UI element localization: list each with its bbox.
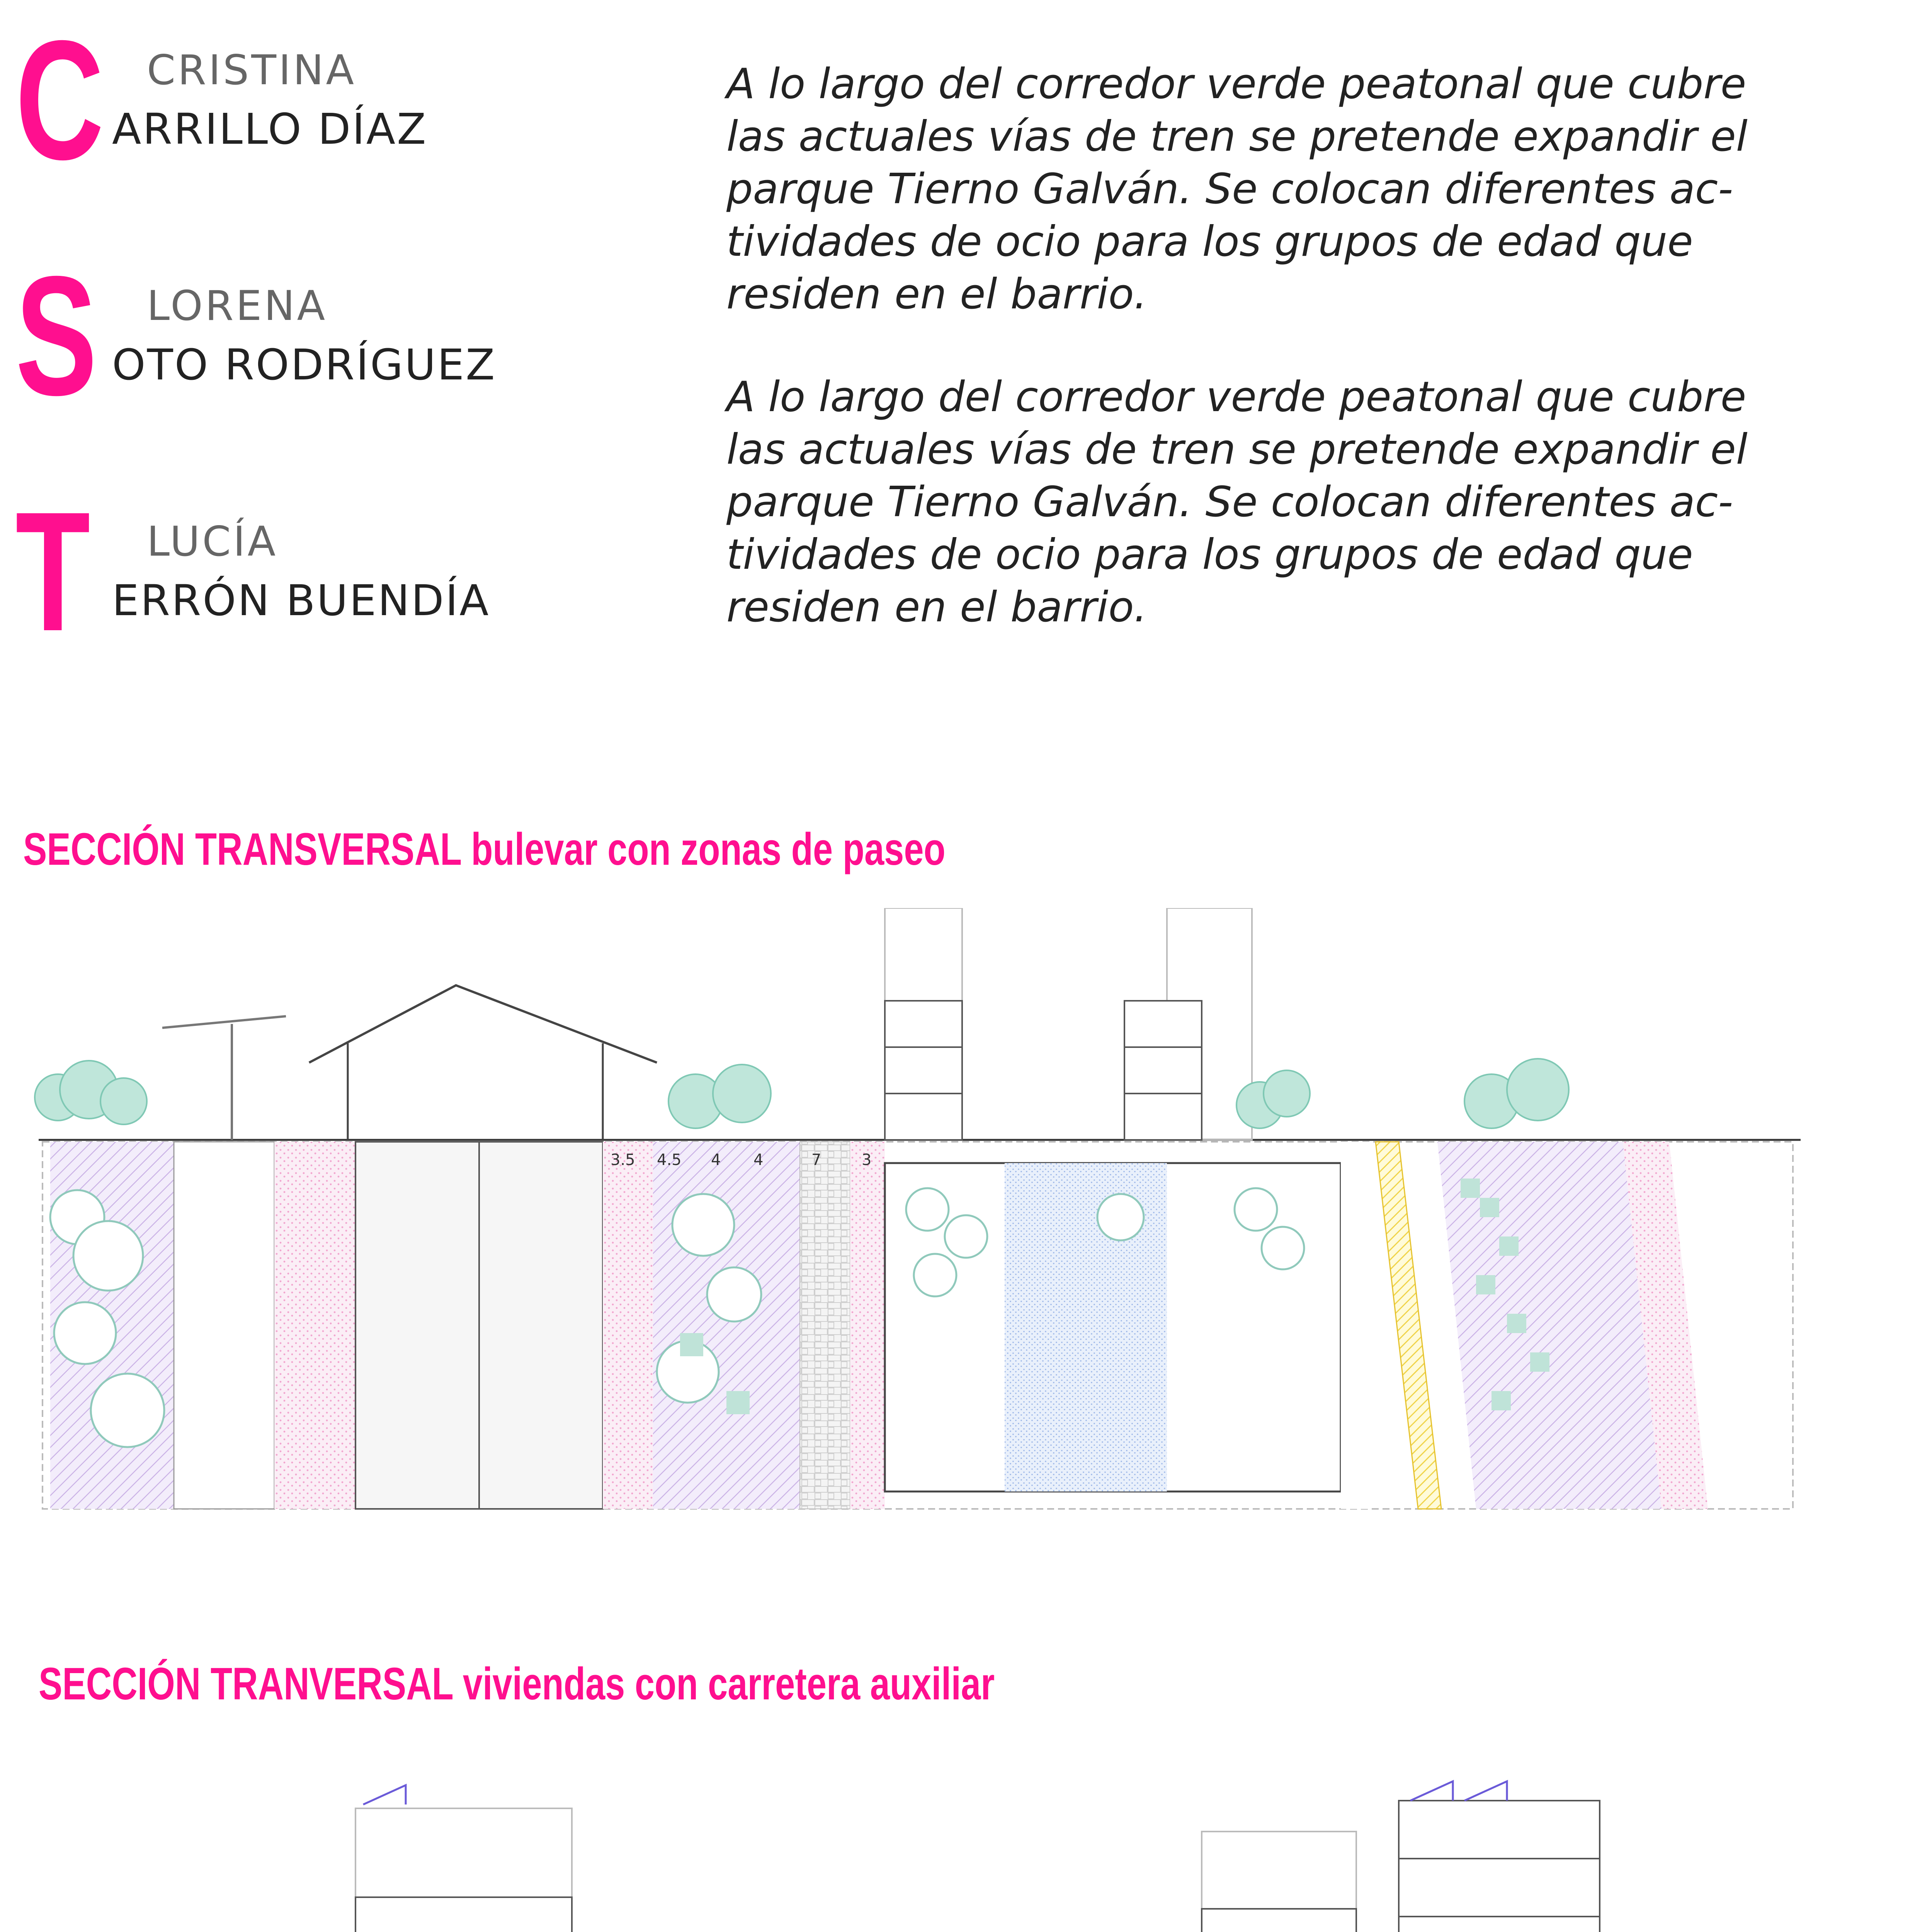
- intro-paragraph-1: A lo largo del corredor verde peatonal que cubre las actuales vías de tren se pretende expandir el parque Tierno Galván. Se colocan diferentes ac- tividades de ocio para los grupos de edad que residen en el barrio.: [726, 60, 1748, 318]
- author-first-name: CRISTINA: [147, 46, 357, 94]
- section-2-drawing: [0, 1762, 1855, 1932]
- dim-label: 4: [711, 1151, 721, 1169]
- author-initial: T: [15, 477, 88, 667]
- dim-label: 4.5: [657, 1151, 682, 1169]
- section-2-title-bold: SECCIÓN TRANVERSAL: [39, 1658, 453, 1709]
- author-last-name: ARRILLO DÍAZ: [112, 104, 428, 154]
- author-3: [15, 477, 518, 688]
- author-last-name: ERRÓN BUENDÍA: [112, 576, 490, 625]
- section-1-title-bold: SECCIÓN TRANSVERSAL: [23, 824, 461, 875]
- dim-label: 4: [753, 1151, 764, 1169]
- author-initial: C: [15, 5, 101, 195]
- author-2: [15, 241, 518, 452]
- author-initial: S: [15, 241, 95, 431]
- section-1-title-rest: bulevar con zonas de paseo: [471, 824, 946, 875]
- dim-label: 7: [811, 1151, 821, 1169]
- section-2-title: [39, 1658, 995, 1710]
- author-first-name: LUCÍA: [147, 518, 278, 565]
- author-last-name: OTO RODRÍGUEZ: [112, 340, 497, 389]
- dim-label: 3: [862, 1151, 872, 1169]
- author-first-name: LORENA: [147, 282, 328, 330]
- section-1-title: [23, 823, 946, 876]
- intro-paragraph-2: A lo largo del corredor verde peatonal que cubre las actuales vías de tren se pretende expandir el parque Tierno Galván. Se colocan diferentes ac- tividades de ocio para los grupos de edad que residen en el barrio.: [726, 373, 1748, 631]
- section-2-title-rest: viviendas con carretera auxiliar: [463, 1658, 995, 1709]
- section-1-drawing: [0, 908, 1855, 1526]
- dim-label: 3.5: [611, 1151, 635, 1169]
- author-1: [15, 5, 518, 216]
